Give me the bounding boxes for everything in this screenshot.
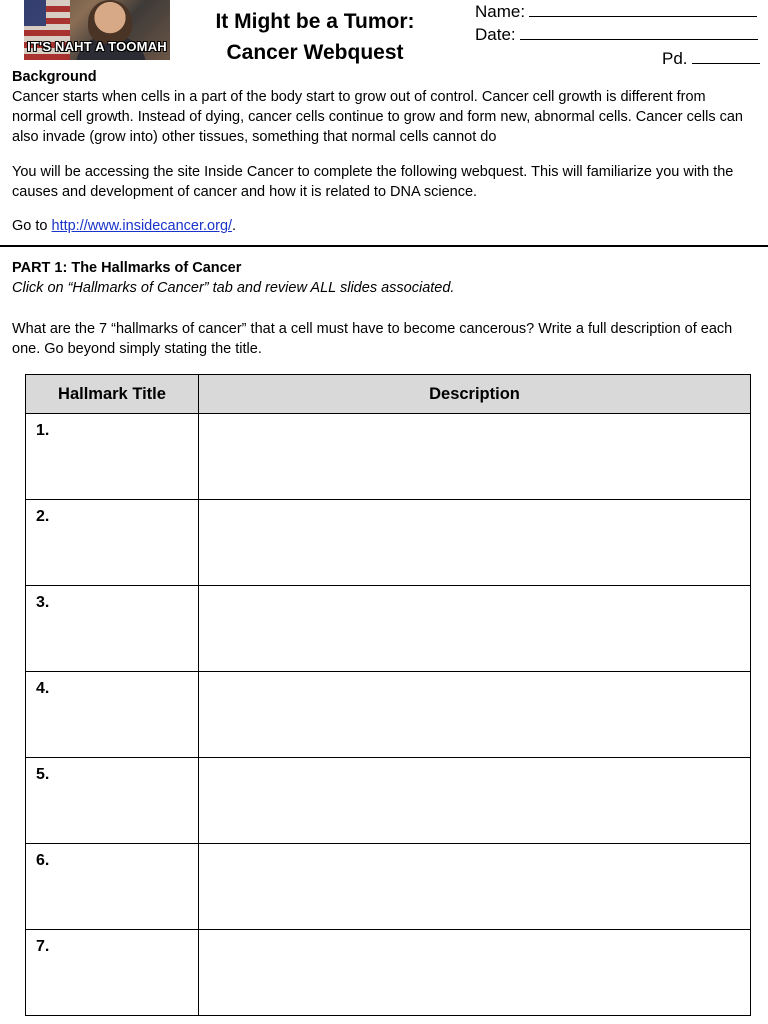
part1-heading: PART 1: The Hallmarks of Cancer bbox=[12, 260, 242, 276]
hallmark-title-cell[interactable]: 1. bbox=[26, 414, 199, 500]
description-cell[interactable] bbox=[199, 672, 751, 758]
description-cell[interactable] bbox=[199, 500, 751, 586]
table-row bbox=[26, 758, 751, 844]
description-cell[interactable] bbox=[199, 844, 751, 930]
hallmark-title-cell[interactable]: 5. bbox=[26, 758, 199, 844]
title-line-1: It Might be a Tumor: bbox=[215, 10, 415, 33]
hallmark-title-cell[interactable]: 7. bbox=[26, 930, 199, 1016]
name-field[interactable] bbox=[475, 2, 757, 22]
period-field[interactable] bbox=[662, 49, 760, 69]
table-row bbox=[26, 930, 751, 1016]
period-label: Pd. bbox=[662, 49, 688, 68]
description-cell[interactable] bbox=[199, 586, 751, 672]
table-row bbox=[26, 500, 751, 586]
insidecancer-link[interactable]: http://www.insidecancer.org/ bbox=[51, 218, 233, 234]
hallmark-title-cell[interactable]: 4. bbox=[26, 672, 199, 758]
background-text: Cancer starts when cells in a part of the body start to grow out of control. Cancer cell growth is different from normal cell growth. Instead of dying, cancer cells continue to grow and form new, abnormal cells. Cancer cells can also invade (grow into) other tissues, something that normal cells cannot do bbox=[12, 89, 743, 145]
hallmark-title-header: Hallmark Title bbox=[26, 375, 199, 414]
goto-prefix: Go to bbox=[12, 218, 52, 234]
table-header-row bbox=[26, 375, 751, 414]
hallmark-title-cell[interactable]: 2. bbox=[26, 500, 199, 586]
table-row bbox=[26, 414, 751, 500]
date-field[interactable] bbox=[475, 25, 758, 45]
name-label: Name: bbox=[475, 2, 526, 21]
goto-line bbox=[12, 216, 752, 236]
table-row bbox=[26, 844, 751, 930]
background-heading: Background bbox=[12, 69, 97, 85]
meme-caption: IT'S NAHT A TOOMAH bbox=[27, 39, 167, 54]
description-cell[interactable] bbox=[199, 930, 751, 1016]
date-label: Date: bbox=[475, 25, 516, 44]
period-blank-line[interactable] bbox=[692, 49, 760, 64]
access-text: You will be accessing the site Inside Cancer to complete the following webquest. This will familiarize you with the causes and development of cancer and how it is related to DNA science. bbox=[12, 164, 734, 200]
section-divider bbox=[0, 245, 768, 247]
title-line-2: Cancer Webquest bbox=[226, 41, 404, 64]
meme-image bbox=[24, 0, 170, 60]
hallmark-title-cell[interactable]: 6. bbox=[26, 844, 199, 930]
person-head-graphic bbox=[88, 0, 132, 44]
goto-suffix: . bbox=[232, 218, 237, 234]
description-cell[interactable] bbox=[199, 414, 751, 500]
worksheet-title bbox=[190, 6, 440, 68]
part1-question: What are the 7 “hallmarks of cancer” that a cell must have to become cancerous? Write a full description of each one. Go beyond simply stating the title. bbox=[12, 321, 733, 357]
table-row bbox=[26, 672, 751, 758]
date-blank-line[interactable] bbox=[520, 25, 758, 40]
table-row bbox=[26, 586, 751, 672]
description-header: Description bbox=[199, 375, 751, 414]
part1-instruction: Click on “Hallmarks of Cancer” tab and review ALL slides associated. bbox=[12, 280, 455, 296]
description-cell[interactable] bbox=[199, 758, 751, 844]
name-blank-line[interactable] bbox=[529, 2, 757, 17]
hallmarks-table bbox=[25, 374, 751, 1016]
hallmark-title-cell[interactable]: 3. bbox=[26, 586, 199, 672]
